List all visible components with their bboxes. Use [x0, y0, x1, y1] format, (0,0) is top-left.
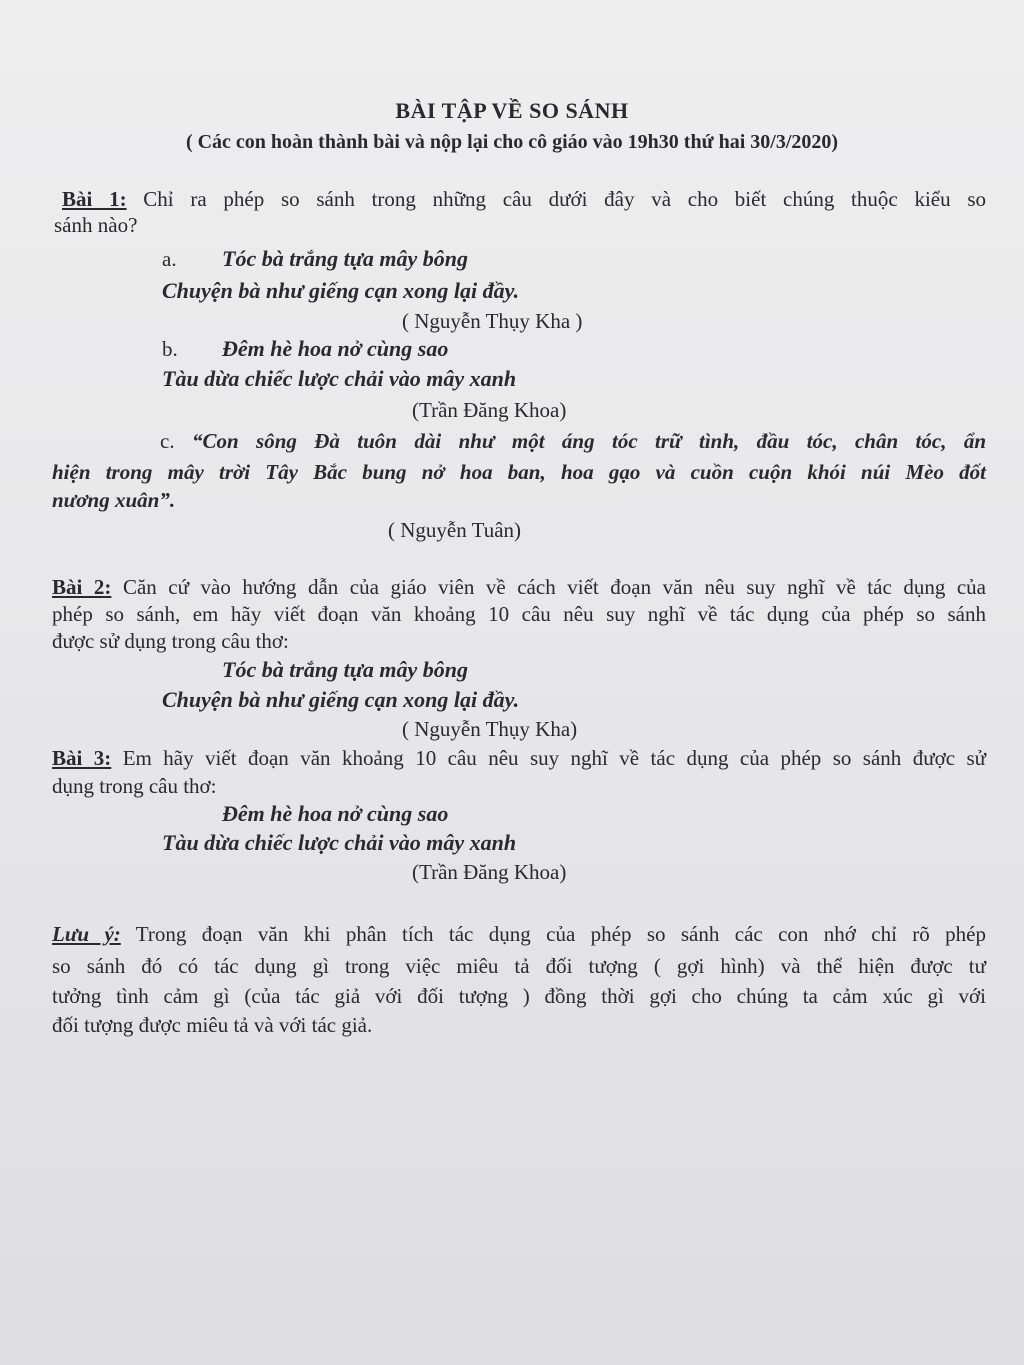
bai2-prompt-text: Căn cứ vào hướng dẫn của giáo viên về cách viết đoạn văn nêu suy nghĩ về tác dụng của — [122, 575, 987, 599]
bai1-a-poem-line1: Tóc bà trắng tựa mây bông — [222, 246, 469, 271]
note-text-line1: Trong đoạn văn khi phân tích tác dụng của phép so sánh các con nhớ chỉ rõ phép — [135, 922, 986, 946]
bai3-prompt-line2: dụng trong câu thơ: — [52, 774, 217, 798]
bai1-b-poem-line1: Đêm hè hoa nở cùng sao — [222, 336, 449, 361]
bai1-c-quote-line1: “Con sông Đà tuôn dài như một áng tóc trữ tình, đầu tóc, chân tóc, ẩn — [191, 429, 986, 453]
page-title: BÀI TẬP VỀ SO SÁNH — [395, 98, 629, 123]
bai1-a-marker: a. — [162, 247, 177, 271]
bai2-poem-line1: Tóc bà trắng tựa mây bông — [222, 657, 469, 682]
bai1-c-quote-line3: nương xuân”. — [52, 488, 176, 512]
bai1-b-poem-line2: Tàu dừa chiếc lược chải vào mây xanh — [162, 366, 517, 391]
bai3-prompt-text: Em hãy viết đoạn văn khoảng 10 câu nêu suy nghĩ về tác dụng của phép so sánh được sử — [122, 746, 986, 770]
bai2-prompt-line1 — [52, 574, 986, 600]
bai1-b-author: (Trần Đăng Khoa) — [412, 398, 567, 422]
bai2-author: ( Nguyễn Thụy Kha) — [402, 717, 578, 741]
bai1-c-marker: c. — [160, 429, 192, 453]
bai2-label: Bài 2: — [52, 575, 112, 599]
bai3-poem-line1: Đêm hè hoa nở cùng sao — [222, 801, 449, 826]
bai1-b-marker: b. — [162, 337, 178, 361]
bai2-poem-line2: Chuyện bà như giếng cạn xong lại đầy. — [162, 687, 520, 712]
bai3-poem-line2: Tàu dừa chiếc lược chải vào mây xanh — [162, 830, 517, 855]
bai3-prompt-line1 — [52, 745, 986, 771]
bai1-a-author: ( Nguyễn Thụy Kha ) — [402, 309, 583, 333]
bai1-prompt-text: Chỉ ra phép so sánh trong những câu dưới đây và cho biết chúng thuộc kiểu so — [143, 187, 986, 211]
bai1-label: Bài 1: — [62, 187, 127, 211]
note-line3: tưởng tình cảm gì (của tác giả với đối tượng ) đồng thời gợi cho chúng ta cảm xúc gì với — [52, 984, 986, 1008]
bai1-c-author: ( Nguyễn Tuân) — [388, 518, 522, 542]
bai3-author: (Trần Đăng Khoa) — [412, 860, 567, 884]
bai2-prompt-line2: phép so sánh, em hãy viết đoạn văn khoảng 10 câu nêu suy nghĩ về tác dụng của phép so sánh — [52, 602, 986, 626]
bai2-prompt-line3: được sử dụng trong câu thơ: — [52, 629, 289, 653]
note-line4: đối tượng được miêu tả và với tác giả. — [52, 1013, 373, 1037]
bai1-a-poem-line2: Chuyện bà như giếng cạn xong lại đầy. — [162, 278, 520, 303]
note-label: Lưu ý: — [52, 922, 121, 946]
bai1-prompt-line1 — [52, 186, 986, 212]
note-line2: so sánh đó có tác dụng gì trong việc miêu tả đối tượng ( gợi hình) và thể hiện được tư — [52, 954, 986, 978]
bai1-prompt-line2: sánh nào? — [54, 213, 138, 237]
page-subtitle: ( Các con hoàn thành bài và nộp lại cho cô giáo vào 19h30 thứ hai 30/3/2020) — [185, 131, 839, 153]
bai1-c-quote-line2: hiện trong mây trời Tây Bắc bung nở hoa ban, hoa gạo và cuồn cuộn khói núi Mèo đốt — [52, 460, 986, 484]
note-line1 — [52, 921, 986, 947]
bai3-label: Bài 3: — [52, 746, 112, 770]
bai1-c-line1 — [160, 428, 986, 454]
